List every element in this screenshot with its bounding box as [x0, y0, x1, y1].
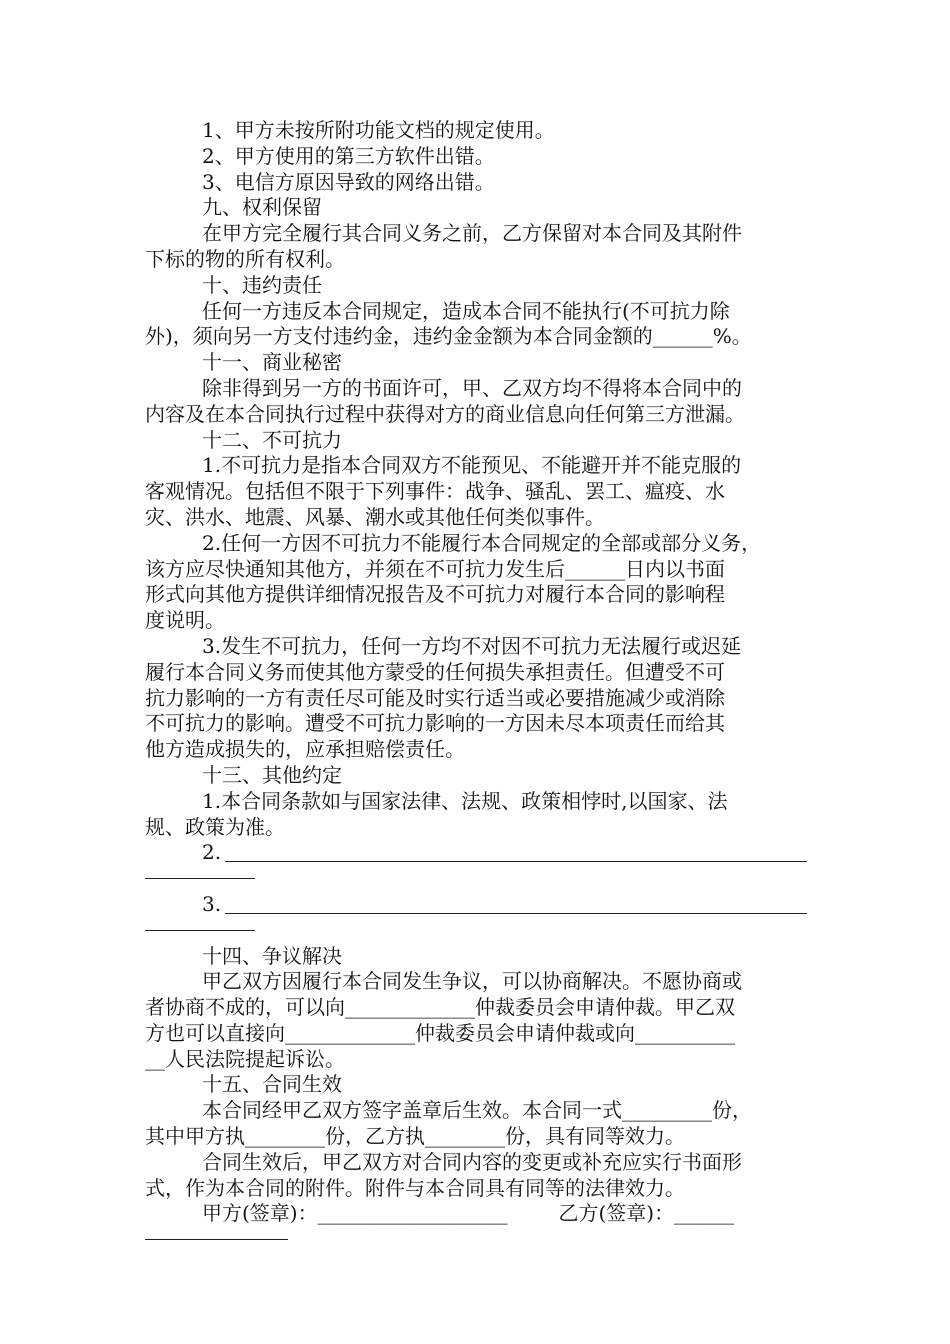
blank-rule — [225, 913, 807, 914]
paragraph-line: 者协商不成的，可以向_____________仲裁委员会申请仲裁。甲乙双 — [145, 995, 735, 1020]
paragraph-line: 形式向其他方提供详细情况报告及不可抗力对履行本合同的影响程 — [145, 582, 725, 607]
paragraph-line: 度说明。 — [145, 608, 225, 633]
paragraph-line: 2.任何一方因不可抗力不能履行本合同规定的全部或部分义务， — [202, 530, 762, 555]
paragraph-line: __人民法院提起诉讼。 — [145, 1046, 345, 1071]
paragraph-line: 规、政策为准。 — [145, 814, 285, 839]
fill-in-line — [145, 840, 807, 866]
blank-rule — [145, 878, 255, 879]
item-number: 2. — [202, 840, 222, 865]
paragraph-line: 其中甲方执________份，乙方执________份，具有同等效力。 — [145, 1124, 685, 1149]
blank-rule — [145, 930, 255, 931]
paragraph-line: 内容及在本合同执行过程中获得对方的商业信息向任何第三方泄漏。 — [145, 401, 745, 426]
paragraph-line: 除非得到另一方的书面许可，甲、乙双方均不得将本合同中的 — [202, 375, 742, 400]
clause-line: 2、甲方使用的第三方软件出错。 — [202, 143, 495, 168]
section-heading: 十一、商业秘密 — [202, 350, 342, 375]
blank-continuation — [145, 918, 807, 944]
paragraph-line: 外)，须向另一方支付违约金，违约金金额为本合同金额的______%。 — [145, 324, 752, 349]
blank-rule — [145, 1239, 288, 1240]
paragraph-line: 客观情况。包括但不限于下列事件：战争、骚乱、罢工、瘟疫、水 — [145, 479, 725, 504]
blank-rule — [225, 861, 807, 862]
paragraph-line: 抗力影响的一方有责任尽可能及时实行适当或必要措施减少或消除 — [145, 685, 725, 710]
paragraph-line: 式，作为本合同的附件。附件与本合同具有同等的法律效力。 — [145, 1175, 685, 1200]
paragraph-line: 方也可以直接向_____________仲裁委员会申请仲裁或向__________ — [145, 1020, 735, 1045]
section-heading: 十五、合同生效 — [202, 1072, 342, 1097]
contract-page — [145, 118, 807, 1253]
paragraph-line: 甲乙双方因履行本合同发生争议，可以协商解决。不愿协商或 — [202, 969, 742, 994]
section-heading: 十三、其他约定 — [202, 762, 342, 787]
item-number: 3. — [202, 891, 222, 916]
paragraph-line: 灾、洪水、地震、风暴、潮水或其他任何类似事件。 — [145, 504, 605, 529]
paragraph-line: 1.本合同条款如与国家法律、法规、政策相悖时,以国家、法 — [202, 788, 728, 813]
paragraph-line: 不可抗力的影响。遭受不可抗力影响的一方因未尽本项责任而给其 — [145, 711, 725, 736]
blank-continuation — [145, 1227, 807, 1253]
section-heading: 十、违约责任 — [202, 272, 322, 297]
paragraph-line: 下标的物的所有权利。 — [145, 246, 345, 271]
paragraph-line: 他方造成损失的，应承担赔偿责任。 — [145, 737, 465, 762]
section-heading: 九、权利保留 — [202, 195, 322, 220]
paragraph-line: 本合同经甲乙双方签字盖章后生效。本合同一式_________份， — [202, 1098, 752, 1123]
signature-line: 甲方(签章)：___________________ 乙方(签章)：______ — [202, 1201, 735, 1226]
paragraph-line: 任何一方违反本合同规定，造成本合同不能执行(不可抗力除 — [202, 298, 730, 323]
clause-line: 1、甲方未按所附功能文档的规定使用。 — [202, 118, 555, 142]
clause-line: 3、电信方原因导致的网络出错。 — [202, 169, 495, 194]
paragraph-line: 合同生效后，甲乙双方对合同内容的变更或补充应实行书面形 — [202, 1149, 742, 1174]
paragraph-line: 在甲方完全履行其合同义务之前，乙方保留对本合同及其附件 — [202, 221, 742, 246]
blank-continuation — [145, 866, 807, 892]
paragraph-line: 该方应尽快通知其他方，并须在不可抗力发生后______日内以书面 — [145, 556, 725, 581]
paragraph-line: 3.发生不可抗力，任何一方均不对因不可抗力无法履行或迟延 — [202, 633, 742, 658]
paragraph-line: 1.不可抗力是指本合同双方不能预见、不能避开并不能克服的 — [202, 453, 742, 478]
fill-in-line — [145, 892, 807, 918]
section-heading: 十二、不可抗力 — [202, 427, 342, 452]
paragraph-line: 履行本合同义务而使其他方蒙受的任何损失承担责任。但遭受不可 — [145, 659, 725, 684]
section-heading: 十四、争议解决 — [202, 943, 342, 968]
